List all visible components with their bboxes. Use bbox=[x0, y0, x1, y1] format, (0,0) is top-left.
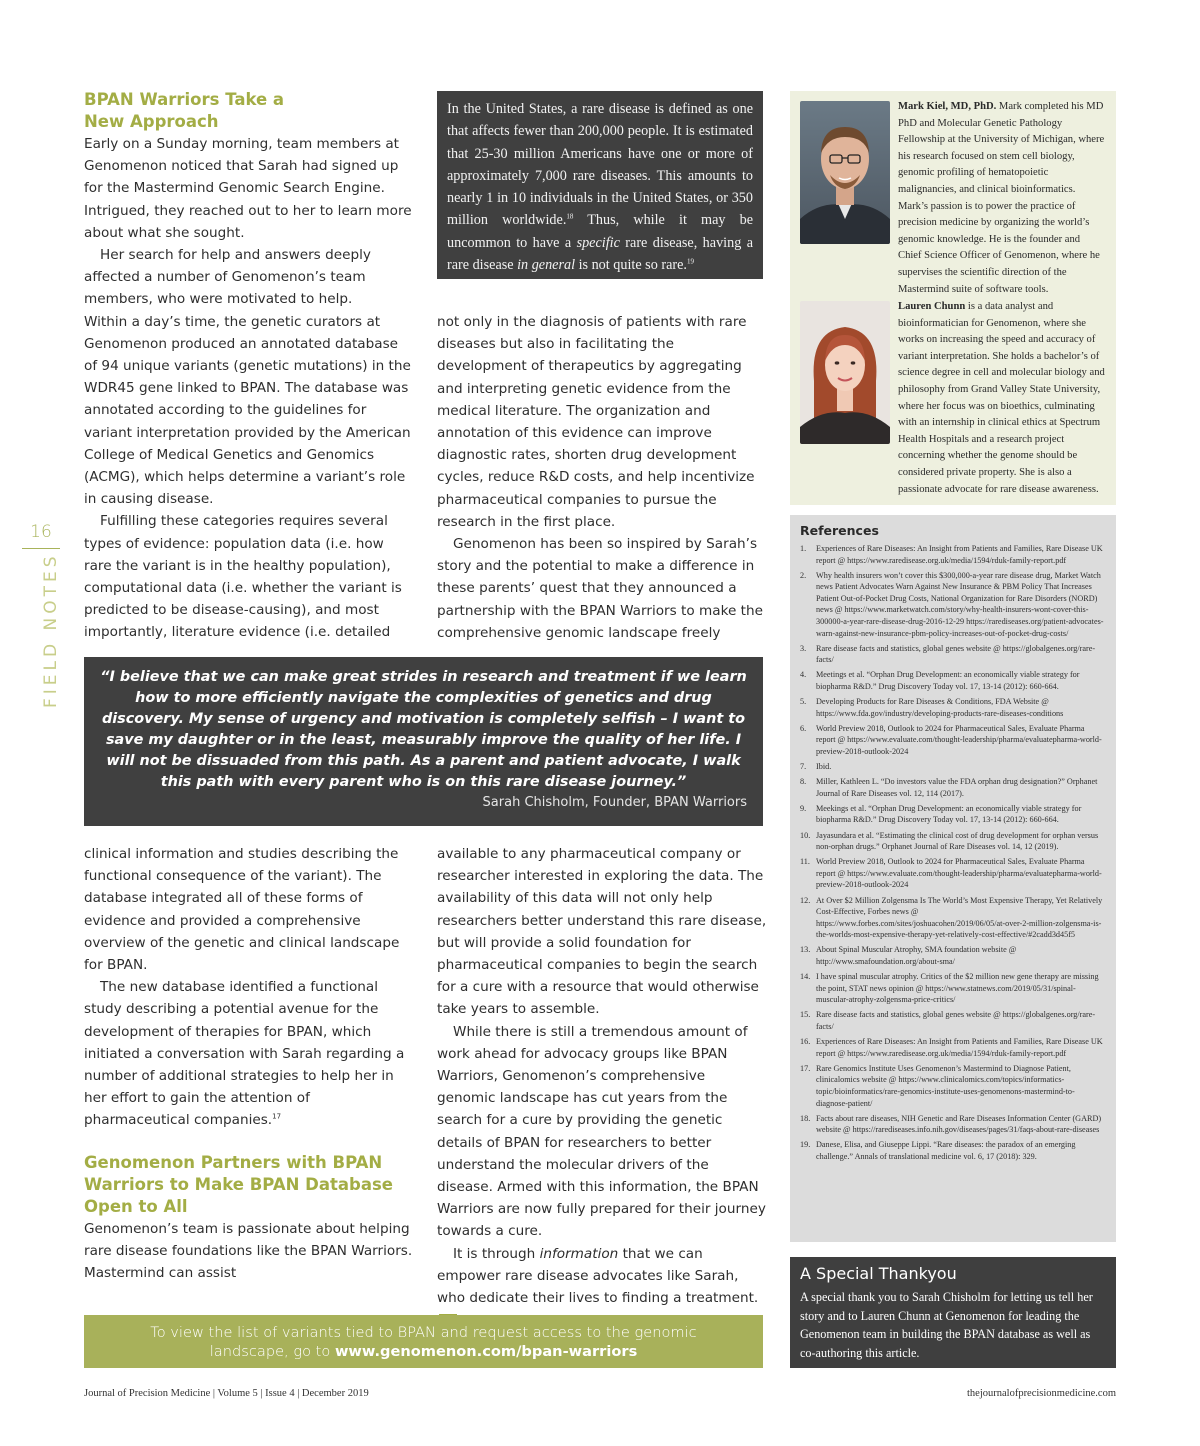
reference-item bbox=[800, 776, 1106, 799]
references-panel bbox=[790, 515, 1116, 1242]
heading-line-1: BPAN Warriors Take a bbox=[84, 90, 285, 109]
reference-item bbox=[800, 1063, 1106, 1109]
special-thanks-box bbox=[790, 1257, 1116, 1368]
author-bio-text: is a data analyst and bioinformatician for Genomenon, where she works on increasing the speed and accuracy of variant interpretation. She holds a bachelor’s of science degree in cell and molecular biology and philosophy from Grand Valley State University, where her focus was on bioethics, culminating with an internship in clinical ethics at Spectrum Health Hospitals and a research project concerning whether the genome should be considered private property. She is also a passionate advocate for rare disease awareness. bbox=[898, 301, 1105, 495]
pull-quote-attribution: Sarah Chisholm, Founder, BPAN Warriors bbox=[482, 795, 747, 810]
paragraph: Fulfilling these categories requires several types of evidence: population data (i.e. how rare the variant is in the healthy population), computational data (i.e. whether the variant is predicted to be disease-causing), and most importantly, literature evidence (i.e. detailed bbox=[84, 513, 402, 641]
genomenon-bpan-link[interactable]: www.genomenon.com/bpan-warriors bbox=[334, 1343, 638, 1360]
reference-item bbox=[800, 696, 1106, 719]
rare-disease-callout-box bbox=[437, 91, 763, 279]
section-heading-partners: Genomenon Partners with BPAN Warriors to Make BPAN Database Open to All bbox=[84, 1152, 393, 1216]
reference-item bbox=[800, 643, 1106, 666]
author-bios-panel bbox=[790, 91, 1116, 505]
reference-text: Experiences of Rare Diseases: An Insight from Patients and Families, Rare Disease UK report @ https://www.raredisease.org.uk/media/1594/rduk-family-report.pdf bbox=[816, 544, 1103, 565]
paragraph-emphasis: information bbox=[539, 1245, 619, 1262]
reference-number: 14. bbox=[800, 972, 811, 982]
paragraph: Her search for help and answers deeply affected a number of Genomenon’s team members, who were motivated to help. bbox=[84, 247, 371, 308]
reference-text: Miller, Kathleen L. “Do investors value the FDA orphan drug designation?” Orphanet Journal of Rare Diseases vol. 12, 114 (2017). bbox=[816, 777, 1098, 798]
reference-number: 16. bbox=[800, 1037, 811, 1047]
reference-number: 8. bbox=[800, 777, 807, 787]
callout-text: Thus, while it may be uncommon to have a bbox=[447, 212, 754, 251]
paragraph-text: It is through bbox=[453, 1245, 540, 1262]
reference-text: Ibid. bbox=[816, 762, 832, 772]
reference-number: 11. bbox=[800, 857, 810, 867]
cta-line-1: To view the list of variants tied to BPAN and request access to the genomic bbox=[150, 1324, 697, 1341]
author-photo-lauren-chunn bbox=[800, 301, 890, 444]
reference-number: 5. bbox=[800, 697, 807, 707]
page-number-rule bbox=[22, 548, 60, 549]
reference-item bbox=[800, 570, 1106, 640]
special-thanks-title: A Special Thankyou bbox=[800, 1264, 957, 1283]
references-list bbox=[800, 543, 1106, 1163]
reference-text: Rare disease facts and statistics, global genes website @ https://globalgenes.org/rare-facts/ bbox=[816, 643, 1096, 665]
reference-number: 17. bbox=[800, 1063, 811, 1073]
reference-text: Danese, Elisa, and Giuseppe Lippi. “Rare diseases: the paradox of an emerging challenge.” Annals of translational medicine vol. 6, 17 (2018): 329. bbox=[816, 1140, 1076, 1161]
author-name: Mark Kiel, MD, PhD. bbox=[898, 101, 997, 112]
reference-item bbox=[800, 971, 1106, 1006]
pull-quote-text: “I believe that we can make great strides in research and treatment if we learn how to more efficiently navigate the complexities of genetics and drug discovery. My sense of urgency and motivation is completely selfish – I want to save my daughter or in the least, measurably improve the quality of her life. I will not be dissuaded from this path. As a parent and patient advocate, I walk this path with every parent who is on this rare disease journey.” bbox=[100, 669, 747, 790]
paragraph: Genomenon’s team is passionate about helping rare disease foundations like the BPAN Warriors. Mastermind can assist bbox=[84, 1220, 413, 1282]
reference-item bbox=[800, 1036, 1106, 1059]
callout-emphasis: specific bbox=[576, 234, 620, 251]
cta-banner bbox=[84, 1315, 763, 1368]
reference-item bbox=[800, 895, 1106, 941]
reference-text: Experiences of Rare Diseases: An Insight from Patients and Families, Rare Disease UK report @ https://www.raredisease.org.uk/media/1594/rduk-family-report.pdf bbox=[816, 1037, 1103, 1058]
footnote-ref: 18 bbox=[566, 212, 574, 221]
reference-text: Facts about rare diseases, NIH Genetic and Rare Diseases Information Center (GARD) website @ https://rarediseases.info.nih.gov/diseases/pages/31/faqs-about-rare-diseases bbox=[816, 1113, 1102, 1135]
reference-text: At Over $2 Million Zolgensma Is The World’s Most Expensive Therapy, Yet Relatively Cost-Effective, Forbes news @ https://www.forbes.com/sites/joshuacohen/2019/06/05/at-over-2-million-zolgensma-is-the-worlds-most-expensive-therapy-yet-relatively-cost-effective/#2cadd3d45f5 bbox=[816, 895, 1103, 940]
paragraph: clinical information and studies describing the functional consequence of the variant). The database integrated all of these forms of evidence and provided a comprehensive overview of the genetic and clinical landscape for BPAN. bbox=[84, 846, 400, 974]
reference-text: Meetings et al. “Orphan Drug Development: an economically viable strategy for biopharma R&D.” Drug Discovery Today vol. 17, 13-14 (2012): 660-664. bbox=[816, 670, 1080, 692]
references-title: References bbox=[800, 523, 879, 538]
reference-number: 19. bbox=[800, 1140, 811, 1150]
reference-number: 9. bbox=[800, 803, 807, 813]
reference-text: I have spinal muscular atrophy. Critics of the $2 million new gene therapy are missing the point, STAT news opinion @ https://www.statnews.com/2019/05/31/spinal-muscular-atrophy-zolgensma-price-critics/ bbox=[816, 972, 1099, 1005]
reference-number: 18. bbox=[800, 1113, 811, 1123]
section-label: FIELD NOTES bbox=[41, 552, 61, 708]
callout-emphasis: in general bbox=[517, 257, 576, 274]
reference-item bbox=[800, 830, 1106, 853]
paragraph: not only in the diagnosis of patients with rare diseases but also in facilitating the development of therapeutics by aggregating and interpreting genetic evidence from the medical literature. The organization and annotation of this evidence can improve diagnostic rates, shorten drug development cycles, reduce R&D costs, and help incentivize pharmaceutical companies to pursue the research in the first place. bbox=[437, 314, 755, 530]
reference-number: 1. bbox=[800, 544, 807, 553]
article-column-left-bottom bbox=[84, 843, 414, 1284]
reference-text: World Preview 2018, Outlook to 2024 for Pharmaceutical Sales, Evaluate Pharma report @ https://www.evaluate.com/thought-leadership/pharma/evaluatepharma-world-preview-2018-outlook-2024 bbox=[816, 857, 1102, 890]
heading-line-2: New Approach bbox=[84, 112, 219, 131]
reference-text: World Preview 2018, Outlook to 2024 for Pharmaceutical Sales, Evaluate Pharma report @ https://www.evaluate.com/thought-leadership/pharma/evaluatepharma-world-preview-2018-outlook-2024 bbox=[816, 723, 1102, 756]
reference-item bbox=[800, 856, 1106, 891]
paragraph-text: that we can empower rare disease advocates like Sarah, who dedicate their lives to finding a treatment. bbox=[437, 1245, 759, 1307]
footer-journal-info: Journal of Precision Medicine | Volume 5 | Issue 4 | December 2019 bbox=[84, 1388, 369, 1399]
reference-item bbox=[800, 1139, 1106, 1162]
reference-text: About Spinal Muscular Atrophy, SMA foundation website @ http://www.smafoundation.org/about-sma/ bbox=[816, 945, 1017, 966]
reference-item bbox=[800, 944, 1106, 967]
reference-number: 7. bbox=[800, 762, 807, 772]
section-heading-new-approach bbox=[84, 89, 414, 133]
callout-text: rare disease, having a rare disease bbox=[447, 234, 753, 274]
special-thanks-text: A special thank you to Sarah Chisholm for letting us tell her story and to Lauren Chunn at Genomenon for leading the Genomenon team in building the BPAN database as well as co-authoring this article. bbox=[800, 1290, 1093, 1360]
article-column-left-top bbox=[84, 89, 414, 644]
author-bio-lauren-chunn bbox=[898, 299, 1106, 498]
reference-number: 12. bbox=[800, 895, 811, 905]
author-bio-text: Mark completed his MD PhD and Molecular Genetic Pathology Fellowship at the University of Michigan, where his research focused on stem cell biology, genomic profiling of hematopoietic malignancies, and clinical bioinformatics. Mark’s passion is to power the practice of precision medicine by organizing the world’s genomic knowledge. He is the founder and Chief Science Officer of Genomenon, where he supervises the scientific direction of the Mastermind suite of software tools. bbox=[898, 101, 1105, 295]
reference-item bbox=[800, 543, 1106, 566]
reference-item bbox=[800, 669, 1106, 692]
paragraph: available to any pharmaceutical company or researcher interested in exploring the data. The availability of this data will not only help researchers better understand this rare disease, but will provide a solid foundation for pharmaceutical companies to begin the search for a cure with a resource that would otherwise take years to assemble. bbox=[437, 846, 767, 1018]
reference-number: 10. bbox=[800, 830, 811, 840]
reference-item bbox=[800, 1113, 1106, 1136]
reference-item bbox=[800, 761, 1106, 773]
reference-number: 3. bbox=[800, 643, 807, 653]
reference-text: Developing Products for Rare Diseases & Conditions, FDA Website @ https://www.fda.gov/industry/developing-products-rare-diseases-conditions bbox=[816, 697, 1064, 718]
reference-text: Why health insurers won’t cover this $300,000-a-year rare disease drug, Market Watch news Patient Advocates Warn Against New Insurance & PBM Policy That Increases Patient Out-of-Pocket Drug Costs, National Organization for Rare Disorders (NORD) news @ https://www.marketwatch.com/story/why-health-insurers-wont-cover-this-300000-a-year-rare-disease-drug-2016-12-29 https://rarediseases.org/patient-advocates-warn-against-new-insurance-pbm-policy-increases-out-of-pocket-drug-costs/ bbox=[816, 570, 1104, 638]
reference-number: 4. bbox=[800, 670, 807, 680]
reference-number: 15. bbox=[800, 1010, 811, 1020]
paragraph: Early on a Sunday morning, team members at Genomenon noticed that Sarah had signed up for the Mastermind Genomic Search Engine. Intrigued, they reached out to her to learn more about what she sought. bbox=[84, 136, 412, 241]
article-column-right-bottom bbox=[437, 843, 767, 1331]
footnote-ref: 17 bbox=[272, 1112, 282, 1121]
page-number: 16 bbox=[30, 522, 52, 542]
footnote-ref: 19 bbox=[686, 257, 694, 266]
paragraph: Within a day’s time, the genetic curators at Genomenon produced an annotated database of 94 unique variants (genetic mutations) in the WDR45 gene linked to BPAN. The database was annotated according to the guidelines for variant interpretation provided by the American College of Medical Genetics and Genomics (ACMG), which helps determine a variant’s role in causing disease. bbox=[84, 313, 411, 508]
callout-text: In the United States, a rare disease is defined as one that affects fewer than 200,000 people. It is estimated that 25-30 million Americans have one or more of approximately 7,000 rare diseases. This amounts to nearly 1 in 10 individuals in the United States, or 350 million worldwide. bbox=[447, 101, 753, 229]
reference-item bbox=[800, 803, 1106, 826]
paragraph: Genomenon has been so inspired by Sarah’s story and the potential to make a difference in these parents’ quest that they announced a partnership with the BPAN Warriors to make the comprehensive genomic landscape freely bbox=[437, 536, 763, 641]
paragraph: While there is still a tremendous amount of work ahead for advocacy groups like BPAN Warriors, Genomenon’s comprehensive genomic landscape has cut years from the search for a cure by providing the genetic details of BPAN for researchers to better understand the molecular drivers of the disease. Armed with this information, the BPAN Warriors are now fully prepared for their journey towards a cure. bbox=[437, 1023, 766, 1240]
author-bio-mark-kiel bbox=[898, 99, 1106, 298]
pull-quote bbox=[84, 657, 763, 826]
reference-text: Rare disease facts and statistics, global genes website @ https://globalgenes.org/rare-facts/ bbox=[816, 1010, 1096, 1031]
reference-text: Jayasundara et al. “Estimating the clinical cost of drug development for orphan versus non-orphan drugs.” Orphanet Journal of Rare Diseases vol. 14, 12 (2019). bbox=[816, 830, 1099, 852]
reference-text: Rare Genomics Institute Uses Genomenon’s Mastermind to Diagnose Patient, clinicalomics website @ https://www.clinicalomics.com/topics/informatics-topic/bioinformatics/rare-genomics-institute-uses-genomenons-mastermind-to-diagnose-patient/ bbox=[816, 1063, 1075, 1108]
author-name: Lauren Chunn bbox=[898, 301, 966, 312]
callout-text: is not quite so rare. bbox=[575, 257, 687, 274]
reference-number: 13. bbox=[800, 945, 811, 955]
paragraph bbox=[84, 976, 414, 1131]
cta-text: landscape, go to bbox=[209, 1343, 335, 1360]
cta-line-2 bbox=[84, 1342, 763, 1361]
reference-number: 6. bbox=[800, 723, 807, 733]
reference-number: 2. bbox=[800, 570, 807, 580]
reference-item bbox=[800, 723, 1106, 758]
author-photo-mark-kiel bbox=[800, 101, 890, 244]
article-column-right-top bbox=[437, 311, 767, 644]
reference-text: Meekings et al. “Orphan Drug Development: an economically viable strategy for biopharma R&D.” Drug Discovery Today vol. 17, 13-14 (2012): 660-664. bbox=[816, 803, 1082, 825]
reference-item bbox=[800, 1009, 1106, 1032]
paragraph-text: The new database identified a functional study describing a potential avenue for the development of therapies for BPAN, which initiated a conversation with Sarah regarding a number of additional strategies to help her in her effort to gain the attention of pharmaceutical companies. bbox=[84, 979, 405, 1129]
footer-website: thejournalofprecisionmedicine.com bbox=[967, 1388, 1116, 1399]
